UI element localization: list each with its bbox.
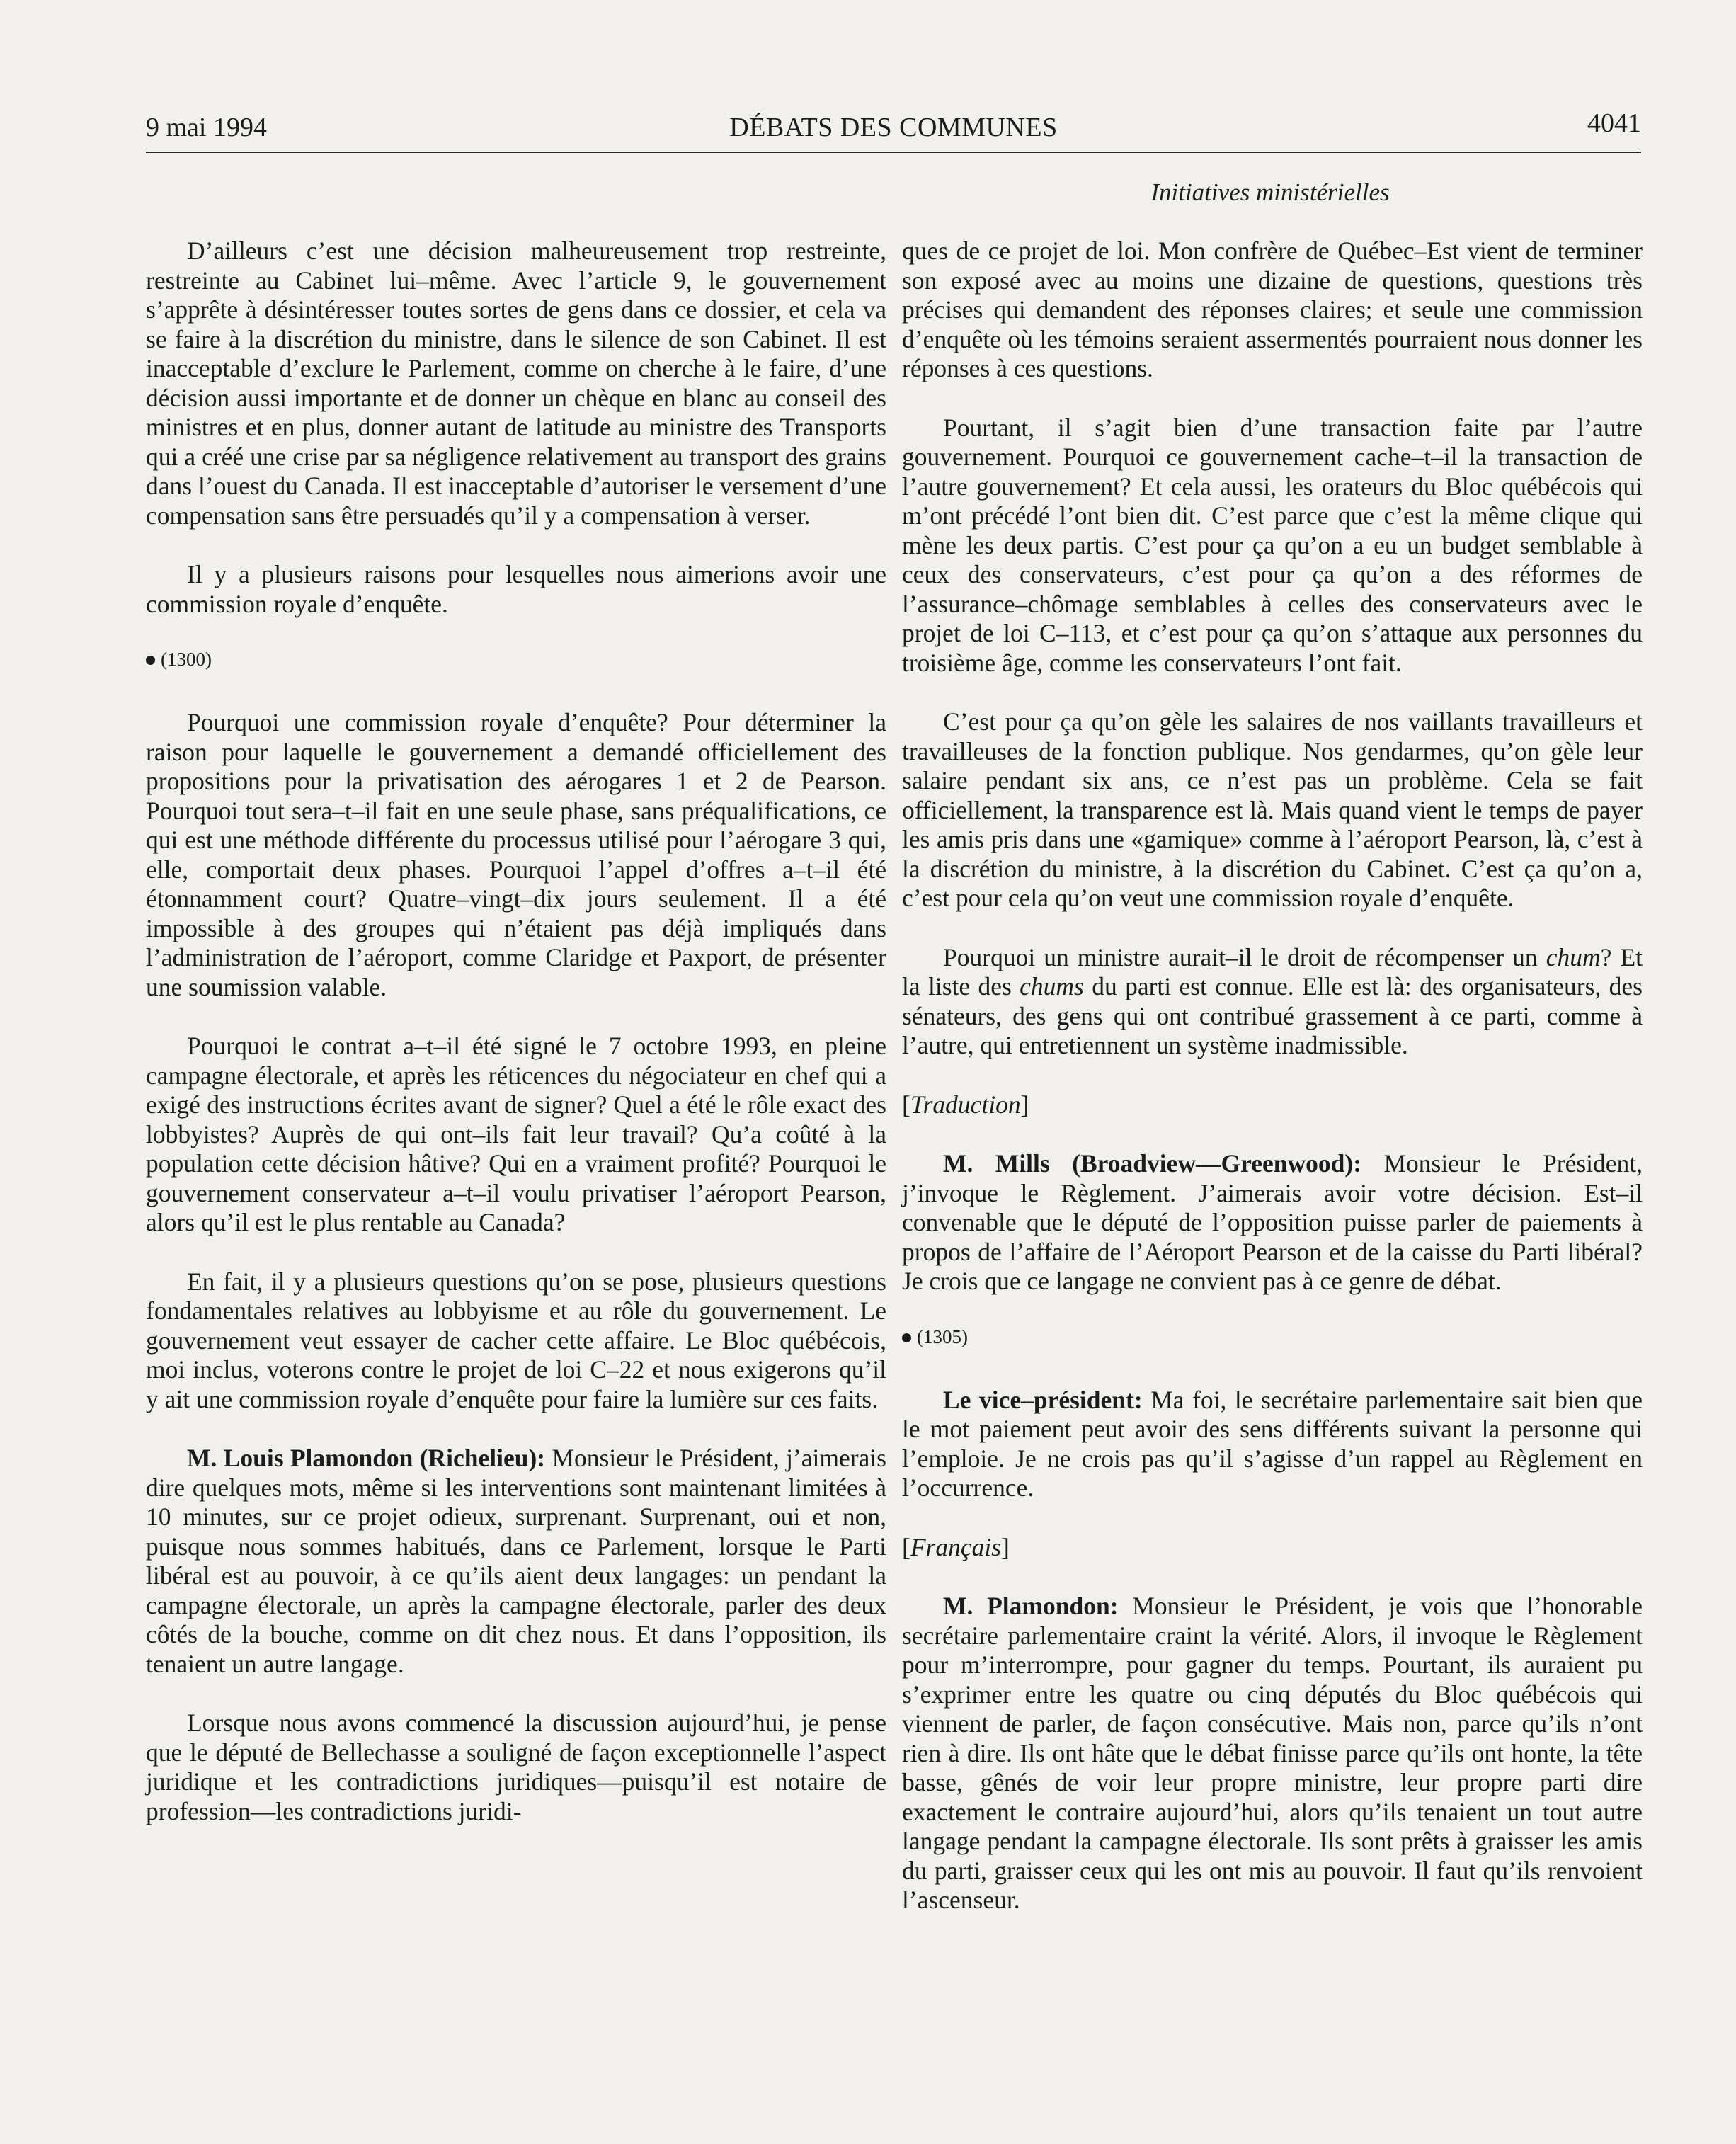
paragraph: D’ailleurs c’est une décision malheureusement trop restreinte, restreinte au Cabinet lui–même. Avec l’article 9, le gouvernement s’apprête à désintéresser toutes sortes de gens dans ce dossier, et cela va se faire à la discrétion du ministre, dans le silence de son Cabinet. Il est inacceptable d’exclure le Parlement, comme on cherche à le faire, d’une décision aussi importante et de donner un chèque en blanc au conseil des ministres et en plus, donner autant de latitude au ministre des Transports qui a créé une crise par sa négligence relativement au transport des grains dans l’ouest du Canada. Il est inacceptable d’autoriser le versement d’une compensation sans être persuadés qu’il y a compensation à verser. [146,236,886,530]
running-head: Initiatives ministérielles [1150,178,1390,206]
text-run: ? Et la liste des [902,942,1643,1000]
speaker-name: M. Mills (Broadview—Greenwood): [943,1149,1362,1178]
language-note: [Traduction] [902,1090,1029,1119]
paragraph [902,943,1643,1061]
paragraph: Pourquoi le contrat a–t–il été signé le 7 octobre 1993, en pleine campagne électorale, et après les réticences du négociateur en chef qui a exigé des instructions écrites avant de signer? Quel a été le rôle exact des lobbyistes? Auprès de qui ont–ils fait leur travail? Qu’a coûté à la population cette décision hâtive? Qui en a vraiment profité? Pourquoi le gouvernement conservateur a–t–il voulu privatiser l’aéroport Pearson, alors qu’il est le plus rentable au Canada? [146,1032,886,1236]
time-marker-label: (1305) [917,1325,968,1347]
language-label: Traduction [910,1090,1021,1119]
paragraph: En fait, il y a plusieurs questions qu’on se pose, plusieurs questions fondamentales relatives au lobbyisme et au rôle du gouvernement. Le gouvernement veut essayer de cacher cette affaire. Le Bloc québécois, moi inclus, voterons contre le projet de loi C–22 et nous exigerons qu’il y ait une commission royale d’enquête pour faire la lumière sur ces faits. [146,1267,886,1413]
speaker-name: M. Louis Plamondon (Richelieu): [187,1444,546,1472]
time-marker-label: (1300) [161,649,212,670]
language-note: [Français] [902,1532,1010,1561]
bullet-icon [146,656,155,665]
speech-text: Monsieur le Président, j’aimerais dire quelques mots, même si les interventions sont maintenant limitées à 10 minutes, sur ce projet odieux, surprenant. Surprenant, oui et non, puisque nous sommes habitués, dans ce Parlement, lorsque le Parti libéral est au pouvoir, à ce qu’ils aient deux langages: un pendant la campagne électorale, un après la campagne électorale, parler des deux côtés de la bouche, comme on dit chez nous. Et dans l’opposition, ils tenaient un autre langage. [146,1444,887,1678]
text-run: du parti est connue. Elle est là: des organisateurs, des sénateurs, des gens qui ont contribué grassement à ce parti, comme à l’autre, qui entretiennent un système inadmissible. [902,972,1643,1059]
time-marker [146,649,886,670]
header-title: DÉBATS DES COMMUNES [729,113,1058,142]
paragraph: Pourtant, il s’agit bien d’une transaction faite par l’autre gouvernement. Pourquoi ce gouvernement cache–t–il la transaction de l’autre gouvernement? Et cela aussi, les orateurs du Bloc québécois qui m’ont précédé l’ont bien dit. C’est parce que c’est la même clique qui mène les deux partis. C’est pour ça qu’on a eu un budget semblable à ceux des conservateurs, c’est pour ça qu’on a des réformes de l’assurance–chômage semblables à celles des conservateurs avec le projet de loi C–113, et c’est pour ça qu’on s’attaque aux personnes du troisième âge, comme les conservateurs l’ont fait. [902,413,1643,677]
paragraph: ques de ce projet de loi. Mon confrère de Québec–Est vient de terminer son exposé avec au moins une dizaine de questions, questions très précises qui demandent des réponses claires; et seule une commission d’enquête où les témoins seraient assermentés pourraient nous donner les réponses à ces questions. [902,236,1643,382]
speech-text: Monsieur le Président, je vois que l’honorable secrétaire parlementaire craint la vérité. Alors, il invoque le Règlement pour m’interrompre, pour gagner du temps. Pourtant, ils auraient pu s’exprimer entre les quatre ou cinq députés du Bloc québécois qui viennent de parler, de façon consécutive. Mais non, parce qu’ils n’ont rien à dire. Ils ont hâte que le débat finisse parce qu’ils ont honte, la tête basse, gênés de voir leur propre ministre, leur propre parti dire exactement le contraire aujourd’hui, alors qu’ils tenaient un tout autre langage pendant la campagne électorale. Ils sont prêts à graisser les amis du parti, graisser ceux qui les ont mis au pouvoir. Il faut qu’ils renvoient l’ascenseur. [902,1592,1643,1914]
italic-term: chum [1546,942,1601,971]
speech-paragraph [902,1592,1643,1915]
speech-paragraph [902,1149,1643,1296]
header-rule [146,152,1641,153]
paragraph: C’est pour ça qu’on gèle les salaires de nos vaillants travailleurs et travailleuses de la fonction publique. Nos gendarmes, qu’on gèle leur salaire pendant six ans, ce n’est pas un problème. Cela se fait officiellement, la transparence est là. Mais quand vient le temps de payer les amis pris dans une «gamique» comme à l’aéroport Pearson, là, c’est à la discrétion du ministre, à la discrétion du Cabinet. C’est ça qu’on a, c’est pour cela qu’on veut une commission royale d’enquête. [902,707,1643,912]
header-page-number: 4041 [1587,108,1641,138]
language-label: Français [910,1532,1002,1561]
paragraph: Il y a plusieurs raisons pour lesquelles nous aimerions avoir une commission royale d’enquête. [146,560,886,618]
right-column [902,236,1643,1945]
header-date: 9 mai 1994 [146,113,267,142]
text-run: Pourquoi un ministre aurait–il le droit de récompenser un [943,942,1546,971]
bullet-icon [902,1333,911,1342]
italic-term: chums [1020,972,1084,1000]
speech-paragraph [146,1444,886,1679]
paragraph: Pourquoi une commission royale d’enquête? Pour déterminer la raison pour laquelle le gouvernement a demandé officiellement des propositions pour la privatisation des aérogares 1 et 2 de Pearson. Pourquoi tout sera–t–il fait en une seule phase, sans préqualifications, ce qui est une méthode différente du processus utilisé pour l’aérogare 3 qui, elle, comportait deux phases. Pourquoi l’appel d’offres a–t–il été étonnamment court? Quatre–vingt–dix jours seulement. Il a été impossible à des groupes qui n’étaient pas déjà impliqués dans l’administration de l’aéroport, comme Claridge et Paxport, de présenter une soumission valable. [146,708,886,1001]
speech-text: Monsieur le Président, j’invoque le Règlement. J’aimerais avoir votre décision. Est–il convenable que le député de l’opposition puisse parler de paiements à propos de l’affaire de l’Aéroport Pearson et de la caisse du Parti libéral? Je crois que ce langage ne convient pas à ce genre de débat. [902,1149,1643,1295]
speech-text: Ma foi, le secrétaire parlementaire sait bien que le mot paiement peut avoir des sens différents suivant la personne qui l’emploie. Je ne crois pas qu’il s’agisse d’un rappel au Règlement en l’occurrence. [902,1385,1643,1502]
page-header [146,106,1641,152]
speaker-name: Le vice–président: [943,1385,1143,1414]
paragraph: Lorsque nous avons commencé la discussion aujourd’hui, je pense que le député de Bellechasse a souligné de façon exceptionnelle l’aspect juridique et les contradictions juridiques—puisqu’il est notaire de profession—les contradictions juridi- [146,1709,886,1825]
left-column [146,236,886,1856]
speaker-name: M. Plamondon: [943,1592,1119,1620]
time-marker [902,1326,1643,1347]
speech-paragraph [902,1386,1643,1503]
